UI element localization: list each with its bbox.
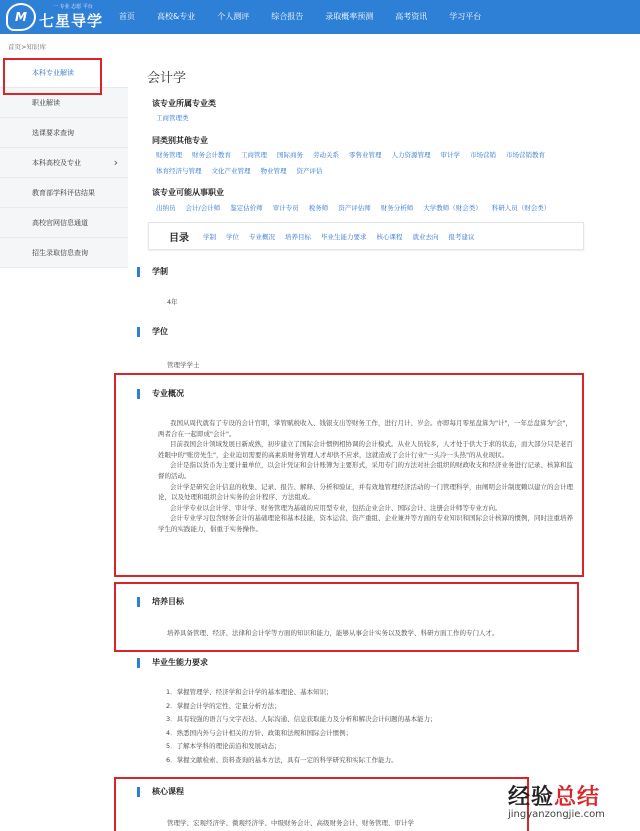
toc-link-duration[interactable]: 学制 [203,232,216,241]
related-link[interactable]: 财务会计教育 [192,151,231,159]
sidebar-item-label: 招生录取信息查询 [32,249,88,257]
highlight-box-sidebar [3,58,102,95]
related-list [156,150,586,159]
page-title: 会计学 [147,71,187,86]
career-link[interactable]: 税务师 [308,204,329,212]
sidebar-item-label: 高校官网信息通道 [32,219,88,227]
sidebar-item-course-requirements[interactable] [0,118,128,148]
section-bar-icon [137,658,140,668]
section-title-text: 学位 [152,327,168,336]
toc-title: 目录 [169,232,189,244]
related-link[interactable]: 资产评估 [296,167,323,175]
related-link[interactable]: 国际商务 [277,151,303,159]
sidebar-item-official-websites[interactable] [0,208,128,238]
nav-item-prediction[interactable]: 录取概率预测 [325,12,374,21]
sidebar-item-label: 本科专业解读 [32,69,74,77]
highlight-box-goal [114,582,579,652]
career-link[interactable]: 大学教师（财会类） [423,204,482,212]
main-nav [108,0,492,34]
career-link[interactable]: 鉴定估价师 [230,204,263,212]
category-link[interactable]: 工商管理类 [156,114,189,122]
careers-title: 该专业可能从事职业 [152,188,224,197]
table-of-contents [148,222,584,250]
section-title-text: 培养目标 [152,597,184,606]
related-link[interactable]: 零售业管理 [349,151,382,159]
section-title-text: 核心课程 [152,787,184,796]
overview-paragraph: 会计学是研究会计信息的收集、记录、报告、解释、分析和验证，并有效地管理经济活动的一门管理科学，由阐明会计制度赖以建立的会计理论，以及处理和组织会计实务的会计程序、方法组成。 [158,482,573,502]
related-link[interactable]: 财务管理 [156,151,182,159]
list-item: 1．掌握管理学、经济学和会计学的基本理论、基本知识； [166,688,333,696]
related-link[interactable]: 审计学 [440,151,460,159]
nav-item-news[interactable]: 高考资讯 [395,12,428,21]
sidebar-item-schools-majors[interactable] [0,148,128,178]
breadcrumb[interactable]: 首页>知识库 [8,43,46,51]
highlight-box-core [114,777,529,831]
overview-paragraph: 我国从周代就有了专设的会计官职，掌管赋税收入、钱银支出等财务工作，进行月计、岁会。亦即每月零星盘算为"计"，一年总盘算为"会"，两者合在一起即成"会计"。 [158,419,572,438]
degree-value: 管理学学士 [167,361,200,369]
related-link[interactable]: 市场营销教育 [506,151,545,159]
abilities-list [166,686,437,767]
chevron-right-icon: › [113,156,118,169]
overview-paragraph: 目前我国会计领域发展日新成熟，初步建立了国际会计惯例相协调的会计模式。从业人员较多，人才处于供大于求的状态，而大部分只是老百姓眼中的"账房先生"，企业迫切需要的高素质财务管理人才却供不应求，这就造成了会计行业"一头冷一头热"的从业现状。 [158,440,573,459]
related-link[interactable]: 体育经济与管理 [156,167,202,175]
list-item: 5．了解本学科的理论前沿和发展动态； [166,742,281,750]
related-title: 同类别其他专业 [152,136,208,145]
career-link[interactable]: 资产评估师 [338,204,371,212]
career-link[interactable]: 审计专员 [272,204,299,212]
watermark-url: jingyanzongjie.com [508,809,605,820]
toc-link-employment[interactable]: 就业去向 [412,232,439,241]
section-bar-icon [137,267,140,277]
overview-paragraph: 会计是指以货币为主要计量单位，以会计凭证和会计账簿为主要形式，采用专门的方法对社会组织的财政收支和经济业务进行记录、核算和监督的活动。 [158,461,573,480]
list-item: 4．熟悉国内外与会计相关的方针、政策和法规和国际会计惯例； [166,728,353,737]
career-link[interactable]: 出纳员 [156,204,176,212]
watermark [508,780,605,820]
toc-link-advice[interactable]: 报考建议 [448,232,475,241]
nav-item-learning[interactable]: 学习平台 [449,12,482,21]
career-link[interactable]: 科研人员（财会类） [491,204,551,212]
watermark-text-a: 经验 [508,785,555,810]
section-title-text: 毕业生能力要求 [152,658,208,667]
nav-item-home[interactable]: 首页 [119,12,135,21]
nav-item-schools[interactable]: 高校&专业 [157,12,196,21]
logo-icon: M [6,3,36,31]
nav-item-report[interactable]: 综合报告 [271,12,304,21]
toc-link-goal[interactable]: 培养目标 [285,232,311,241]
toc-link-core[interactable]: 核心课程 [376,232,403,241]
related-link[interactable]: 工商管理 [241,151,267,159]
sidebar-item-admission-query[interactable] [0,238,128,268]
logo-slogan: 一 专业 志愿 平台 [53,4,93,10]
logo[interactable] [6,2,103,32]
list-item: 2．掌握会计学的定性、定量分析方法； [166,701,281,710]
list-item: 3．具有较强的语言与文字表达、人际沟通、信息获取能力及分析和解决会计问题的基本能力； [166,715,437,723]
section-bar-icon [137,327,140,337]
related-link[interactable]: 市场营销 [470,151,496,159]
sidebar-item-label: 选课要求查询 [32,129,74,137]
duration-value: 4年 [167,298,178,306]
section-title-text: 学制 [152,267,168,276]
toc-link-degree[interactable]: 学位 [226,232,239,241]
related-list-2 [156,166,586,175]
section-abilities-title [137,657,208,668]
goal-text: 培养具备管理、经济、法律和会计学等方面的知识和能力，能够从事会计实务以及教学、科研方面工作的专门人才。 [167,629,499,637]
toc-link-overview[interactable]: 专业概况 [249,232,275,241]
toc-link-abilities[interactable]: 毕业生能力要求 [321,232,367,241]
list-item: 6．掌握文献检索、资料查询的基本方法，具有一定的科学研究和实际工作能力。 [166,755,398,764]
core-text: 管理学、宏观经济学、微观经济学、中级财务会计、高级财务会计、财务管理、审计学 [167,819,414,827]
nav-item-assessment[interactable]: 个人测评 [217,12,250,21]
related-link[interactable]: 人力资源管理 [391,151,431,159]
category-list [156,113,586,122]
career-link[interactable]: 财务分析师 [380,204,414,212]
sidebar-item-label: 本科高校及专业 [32,159,81,167]
highlight-box-overview [114,373,584,577]
section-title-text: 专业概况 [152,389,184,398]
section-degree-title [137,326,168,337]
related-link[interactable]: 劳动关系 [313,151,339,159]
career-link[interactable]: 会计/会计师 [185,204,221,212]
watermark-text-b: 总结 [554,785,601,810]
related-link[interactable]: 文化产业管理 [211,167,251,175]
section-duration-title [137,266,168,277]
related-link[interactable]: 物业管理 [260,167,287,175]
careers-list [156,203,586,212]
sidebar-item-label: 职业解读 [32,99,60,107]
logo-name: 七星导学 [39,12,104,30]
overview-paragraph: 会计专业学习包含财务会计的基础理论和基本技能，资本运营、资产重组、企业兼并等方面的专业知识和国际会计核算的惯例，同时注重培养学生的实践能力，倡重于实务操作。 [158,514,573,533]
top-navbar [0,0,640,34]
overview-paragraph: 会计学专业以会计学、审计学、财务管理为基础的应用型专业，包括企业会计、国际会计、注册会计师等专业方向。 [170,503,502,512]
sidebar-item-label: 教育部学科评估结果 [32,189,95,197]
category-title: 该专业所属专业类 [152,99,216,108]
sidebar-item-discipline-evaluation[interactable] [0,178,128,208]
